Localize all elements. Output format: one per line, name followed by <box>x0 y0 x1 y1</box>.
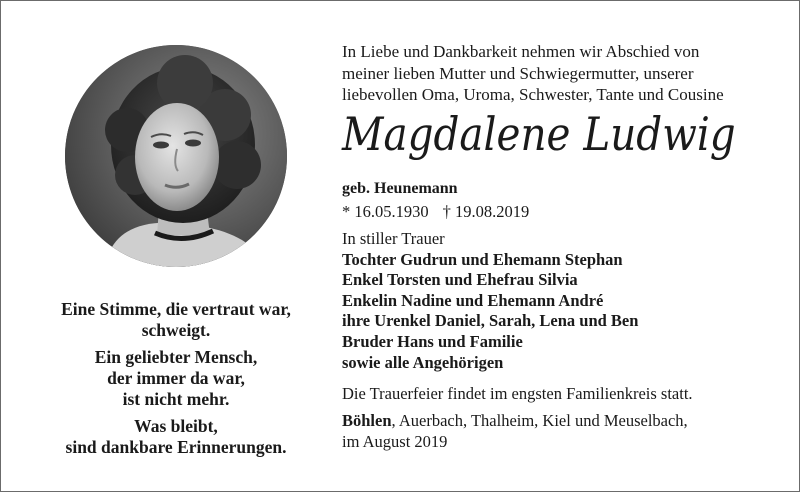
poem-line: schweigt. <box>141 320 211 340</box>
place-line <box>342 411 688 432</box>
place-rest: , Auerbach, Thalheim, Kiel und Meuselbach, <box>391 411 688 430</box>
death-date: † 19.08.2019 <box>442 202 530 221</box>
poem-line: ist nicht mehr. <box>122 389 230 409</box>
portrait-photo <box>65 45 287 267</box>
mourner-line: Bruder Hans und Familie <box>342 331 523 351</box>
intro-line: meiner lieben Mutter und Schwiegermutter, unserer <box>342 63 694 83</box>
poem-line: Eine Stimme, die vertraut war, <box>61 299 291 319</box>
notice-date: im August 2019 <box>342 431 448 451</box>
mourning-heading: In stiller Trauer <box>342 229 445 248</box>
mourner-line: sowie alle Angehörigen <box>342 352 504 372</box>
poem <box>17 299 335 464</box>
place-town: Böhlen <box>342 411 392 430</box>
mourner-line: Tochter Gudrun und Ehemann Stephan <box>342 249 623 269</box>
poem-line: Ein geliebter Mensch, <box>94 347 258 367</box>
birth-date: * 16.05.1930 <box>342 202 429 221</box>
mourner-line: Enkel Torsten und Ehefrau Silvia <box>342 270 578 290</box>
intro-text <box>342 41 724 106</box>
funeral-note: Die Trauerfeier findet im engsten Familienkreis statt. <box>342 384 693 403</box>
poem-stanza-3 <box>17 416 335 458</box>
poem-line: sind dankbare Erinnerungen. <box>65 437 287 457</box>
poem-line: Was bleibt, <box>134 416 218 436</box>
intro-line: In Liebe und Dankbarkeit nehmen wir Abschied von <box>342 42 700 61</box>
mourner-line: ihre Urenkel Daniel, Sarah, Lena und Ben <box>342 311 639 331</box>
birth-name: geb. Heunemann <box>342 180 458 197</box>
mourner-line: Enkelin Nadine und Ehemann André <box>342 290 604 310</box>
poem-stanza-2 <box>17 347 335 410</box>
life-dates <box>342 202 529 222</box>
poem-stanza-1 <box>17 299 335 341</box>
deceased-name: Magdalene Ludwig <box>342 107 736 161</box>
mourners-list <box>342 229 638 373</box>
place-and-date <box>342 411 688 452</box>
poem-line: der immer da war, <box>107 368 245 388</box>
intro-line: liebevollen Oma, Uroma, Schwester, Tante und Cousine <box>342 85 724 104</box>
